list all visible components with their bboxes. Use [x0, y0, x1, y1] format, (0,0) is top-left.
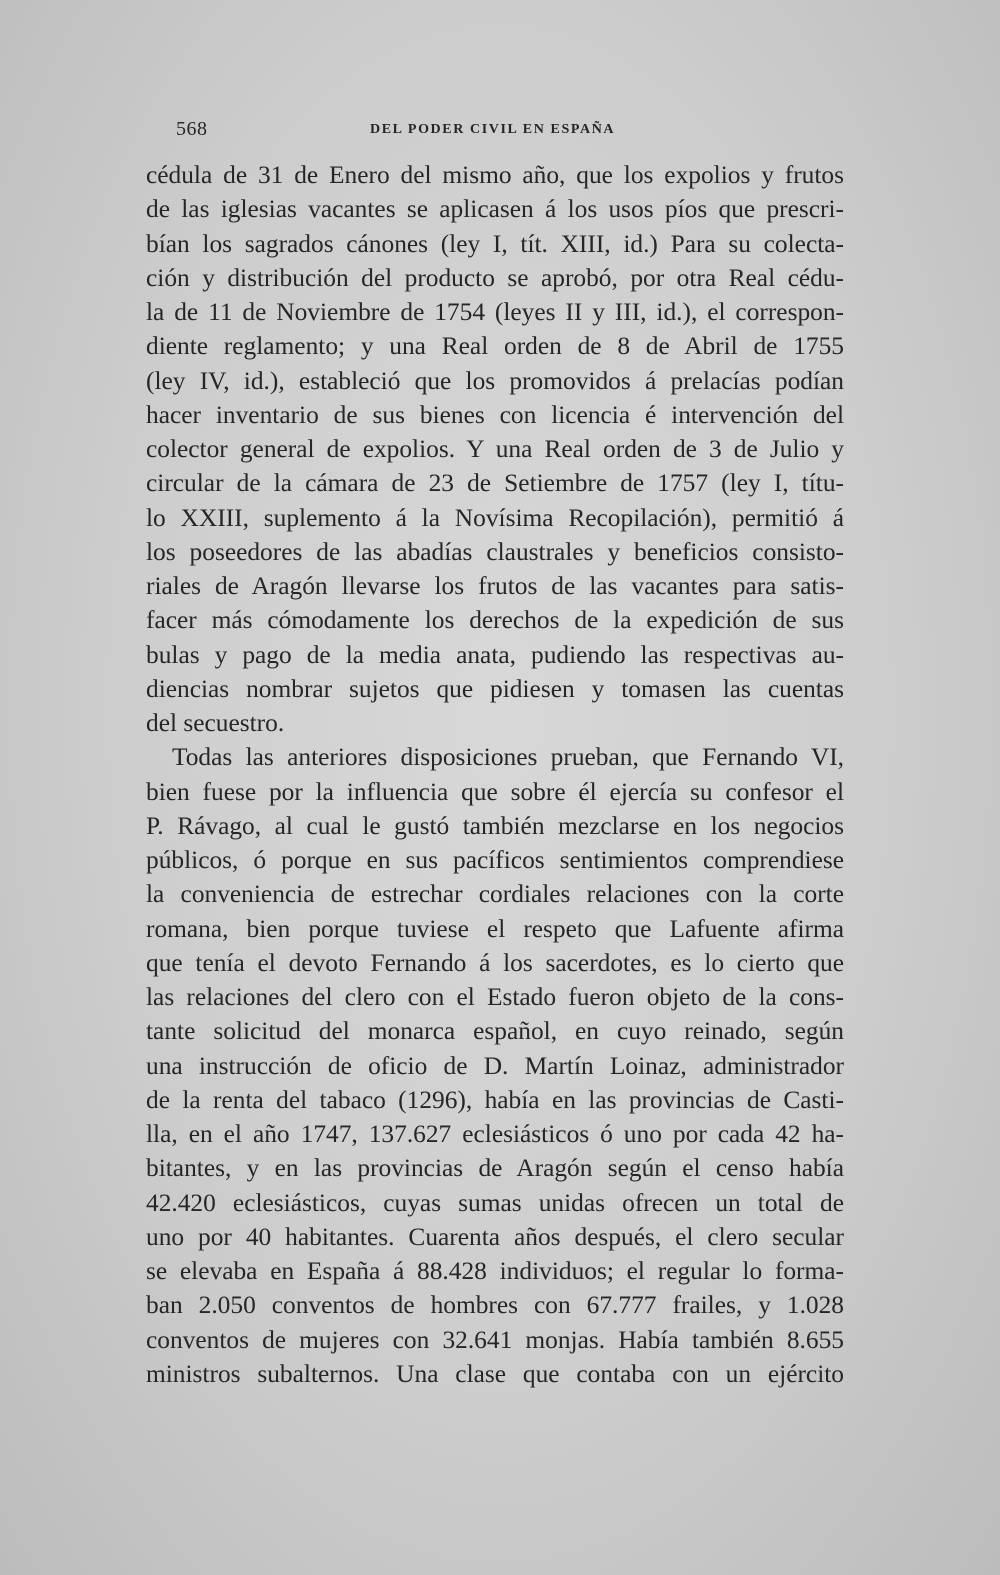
paragraph-1 — [146, 158, 844, 740]
running-head: DEL PODER CIVIL EN ESPAÑA — [370, 122, 616, 137]
text-line: lla, en el año 1747, 137.627 eclesiásticos ó uno por cada 42 ha- — [146, 1120, 844, 1148]
text-line: hacer inventario de sus bienes con licencia é intervención del — [146, 400, 844, 429]
text-line: los poseedores de las abadías claustrales y beneficios consisto- — [146, 537, 844, 566]
text-line: ministros subalternos. Una clase que contaba con un ejército — [146, 1359, 844, 1388]
text-line: colector general de expolios. Y una Real orden de 3 de Julio y — [146, 435, 844, 463]
text-line: (ley IV, id.), estableció que los promovidos á prelacías podían — [146, 366, 844, 395]
body-text — [146, 158, 844, 1391]
text-line: 42.420 eclesiásticos, cuyas sumas unidas ofrecen un total de — [146, 1188, 844, 1217]
text-line: las relaciones del clero con el Estado fueron objeto de la cons- — [146, 983, 844, 1011]
text-line: la de 11 de Noviembre de 1754 (leyes II y III, id.), el correspon- — [146, 298, 844, 326]
text-line: Todas las anteriores disposiciones prueban, que Fernando VI, — [172, 743, 844, 772]
text-line: la conveniencia de estrechar cordiales relaciones con la corte — [146, 880, 844, 909]
text-line: ban 2.050 conventos de hombres con 67.777 frailes, y 1.028 — [146, 1291, 844, 1320]
page-header — [164, 118, 844, 148]
text-line: bien fuese por la influencia que sobre él ejercía su confesor el — [146, 777, 844, 806]
text-line: riales de Aragón llevarse los frutos de las vacantes para satis- — [146, 572, 844, 600]
text-line: conventos de mujeres con 32.641 monjas. Había también 8.655 — [146, 1325, 844, 1354]
text-line: diencias nombrar sujetos que pidiesen y tomasen las cuentas — [146, 674, 844, 703]
text-line: bitantes, y en las provincias de Aragón según el censo había — [146, 1154, 844, 1183]
text-line: bulas y pago de la media anata, pudiendo las respectivas au- — [146, 640, 844, 669]
text-line: uno por 40 habitantes. Cuarenta años después, el clero secular — [146, 1222, 844, 1251]
text-line: cédula de 31 de Enero del mismo año, que los expolios y frutos — [146, 161, 844, 189]
text-line: P. Rávago, al cual le gustó también mezclarse en los negocios — [146, 811, 844, 840]
text-line: se elevaba en España á 88.428 individuos; el regular lo forma- — [146, 1257, 844, 1285]
text-line: diente reglamento; y una Real orden de 8 de Abril de 1755 — [146, 332, 844, 361]
page-number: 568 — [176, 118, 208, 140]
text-line: ción y distribución del producto se aprobó, por otra Real cédu- — [146, 263, 844, 292]
text-line: circular de la cámara de 23 de Setiembre de 1757 (ley I, títu- — [146, 469, 844, 498]
text-line: lo XXIII, suplemento á la Novísima Recopilación), permitió á — [146, 503, 844, 532]
text-line: públicos, ó porque en sus pacíficos sentimientos comprendiese — [146, 846, 844, 874]
paragraph-2 — [146, 740, 844, 1391]
text-line: tante solicitud del monarca español, en cuyo reinado, según — [146, 1017, 844, 1046]
text-line: bían los sagrados cánones (ley I, tít. XIII, id.) Para su colecta- — [146, 229, 844, 258]
text-line: una instrucción de oficio de D. Martín Loinaz, administrador — [146, 1051, 844, 1080]
text-line: del secuestro. — [146, 709, 285, 737]
text-line: de la renta del tabaco (1296), había en las provincias de Casti- — [146, 1085, 844, 1114]
text-line: facer más cómodamente los derechos de la expedición de sus — [146, 606, 844, 635]
text-line: que tenía el devoto Fernando á los sacerdotes, es lo cierto que — [146, 948, 844, 977]
text-line: de las iglesias vacantes se aplicasen á los usos píos que prescri- — [146, 195, 844, 224]
text-line: romana, bien porque tuviese el respeto que Lafuente afirma — [146, 914, 844, 943]
